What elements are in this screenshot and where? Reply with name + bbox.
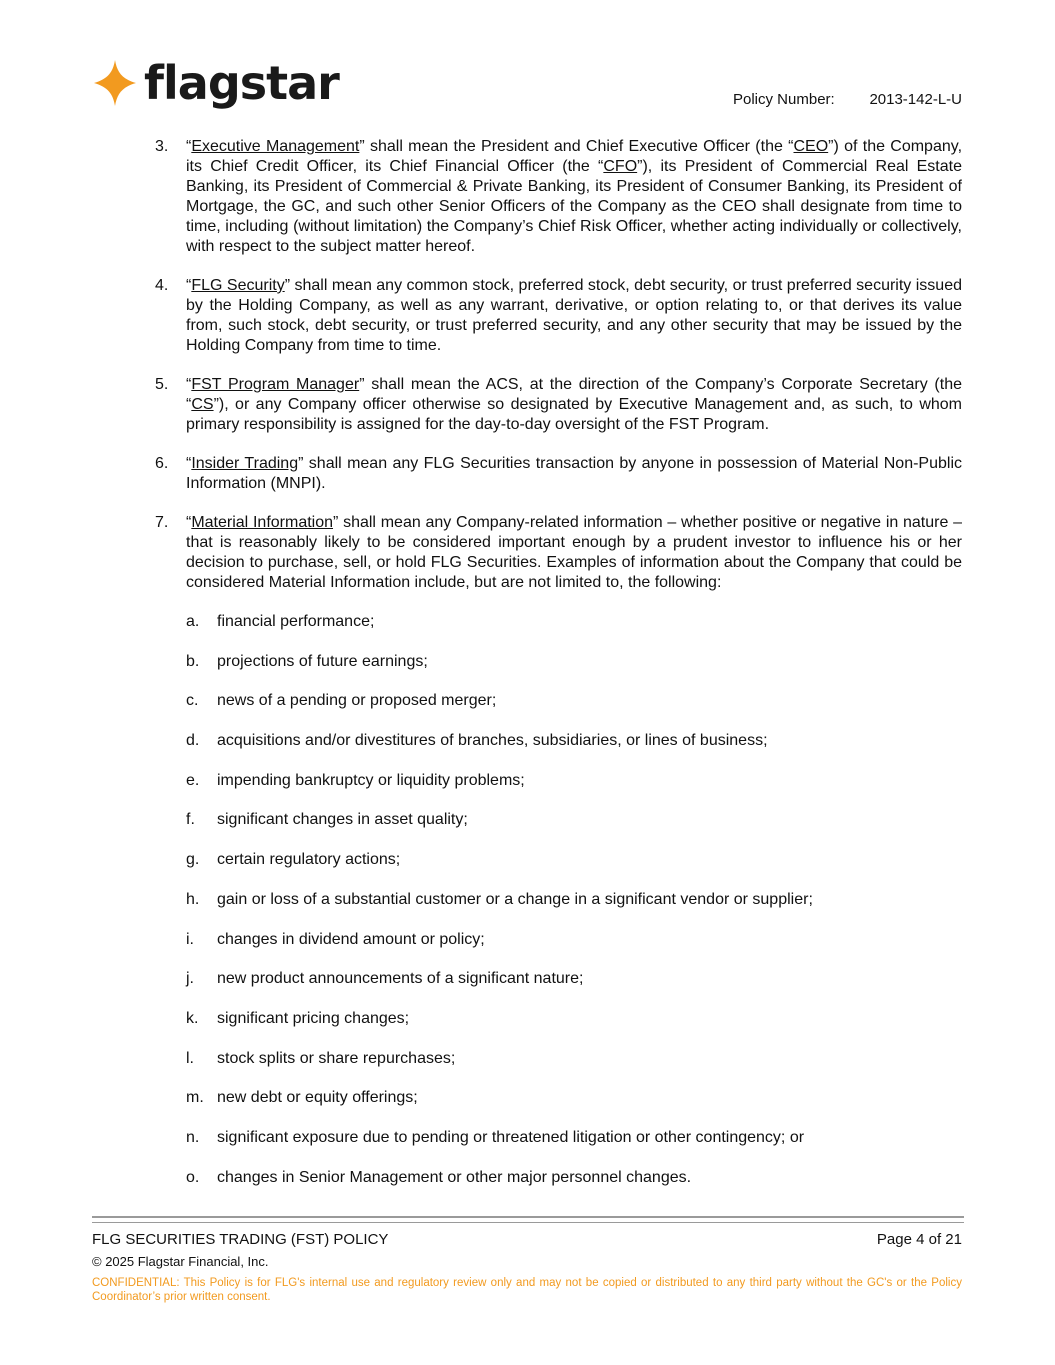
example-text: gain or loss of a substantial customer or a change in a significant vendor or supplier; [217, 890, 813, 908]
example-text: impending bankruptcy or liquidity problems; [217, 771, 525, 789]
example-text: significant exposure due to pending or threatened litigation or other contingency; or [217, 1128, 805, 1146]
brand-wordmark: flagstar [144, 56, 339, 110]
defined-abbreviation: CFO [603, 158, 638, 175]
definition-text: ” shall mean any FLG Securities transaction by anyone in possession of Material Non-Public Information (MNPI). [186, 455, 962, 492]
example-item [92, 1049, 962, 1069]
example-item [92, 890, 962, 910]
example-text: significant changes in asset quality; [217, 811, 468, 829]
example-item [92, 1168, 962, 1188]
definition-number: 6. [155, 455, 169, 472]
example-item [92, 1128, 962, 1148]
definition-text: ”), or any Company officer otherwise so designated by Executive Management and, as such, to whom primary responsibility is assigned for the day-to-day oversight of the FST Program. [186, 396, 962, 433]
example-letter: e. [186, 771, 200, 789]
example-letter: i. [186, 930, 194, 948]
example-text: changes in dividend amount or policy; [217, 930, 485, 948]
example-letter: b. [186, 652, 200, 670]
example-text: significant pricing changes; [217, 1009, 410, 1027]
flagstar-logo [92, 58, 339, 108]
example-letter: g. [186, 851, 200, 869]
example-letter: k. [186, 1009, 199, 1027]
example-text: certain regulatory actions; [217, 851, 401, 869]
definition-item: 7. “Material Information” shall mean any Company-related information – whether positive or negative in nature – that is reasonably likely to be considered important enough by a prudent investor to influence his or her decision to purchase, sell, or hold FLG Securities. Examples of information about the Company that could be considered Material Information include, but are not limited to, the following: [155, 514, 962, 591]
example-letter: d. [186, 732, 200, 750]
defined-abbreviation: CS [191, 396, 214, 413]
example-item [92, 930, 962, 950]
example-text: changes in Senior Management or other major personnel changes. [217, 1168, 692, 1186]
example-letter: c. [186, 692, 199, 710]
definition-text: ” shall mean the President and Chief Executive Officer (the “ [359, 138, 794, 155]
policy-number-label: Policy Number: [733, 91, 835, 108]
example-item [92, 810, 962, 830]
definition-number: 4. [155, 277, 169, 294]
example-item [92, 731, 962, 751]
definition-text: ”) of the Company, its Chief Credit Officer, its Chief Financial Officer (the “ [186, 138, 963, 175]
example-item [92, 652, 962, 672]
document-body [92, 137, 962, 1207]
page-number: Page 4 of 21 [876, 1231, 962, 1248]
example-text: news of a pending or proposed merger; [217, 692, 497, 710]
copyright-notice: © 2025 Flagstar Financial, Inc. [92, 1254, 269, 1269]
example-item [92, 969, 962, 989]
material-information-examples [92, 612, 962, 1188]
definition-text: ” shall mean any Company-related information – whether positive or negative in nature – that is reasonably likely to be considered important enough by a prudent investor to influence his or her decision to purchase, sell, or hold FLG Securities. Examples of information about the Company that could be considered Material Information include, but are not limited to, the following: [186, 514, 962, 591]
example-letter: j. [186, 970, 194, 988]
example-item [92, 771, 962, 791]
definitions-list [92, 137, 962, 593]
policy-number [733, 91, 962, 108]
definition-number: 7. [155, 514, 169, 531]
defined-term: Insider Trading [191, 455, 299, 472]
example-item [92, 612, 962, 632]
defined-abbreviation: CEO [793, 138, 829, 155]
definition-text: ”), its President of Commercial Real Estate Banking, its President of Commercial & Private Banking, its President of Consumer Banking, its President of Mortgage, the GC, and such other Senior Officers of the Company as the CEO shall designate from time to time, including (without limitation) the Company’s Chief Risk Officer, whether acting individually or collectively, with respect to the subject matter hereof. [186, 158, 962, 255]
example-text: new debt or equity offerings; [217, 1089, 418, 1107]
example-letter: a. [186, 613, 200, 630]
confidentiality-notice: CONFIDENTIAL: This Policy is for FLG's internal use and regulatory review only and may not be copied or distributed to any third party without the GC's or the Policy Coordinator’s prior written consent. [92, 1277, 962, 1303]
example-text: acquisitions and/or divestitures of branches, subsidiaries, or lines of business; [217, 732, 768, 750]
definition-item: 5. “FST Program Manager” shall mean the ACS, at the direction of the Company’s Corporate Secretary (the “CS”), or any Company officer otherwise so designated by Executive Management and, as such, to whom primary responsibility is assigned for the day-to-day oversight of the FST Program. [155, 376, 962, 433]
definition-item: 4. “FLG Security” shall mean any common stock, preferred stock, debt security, or trust preferred security issued by the Holding Company, as well as any warrant, derivative, or option relating to, or that derives its value from, such stock, debt security, or trust preferred security, and any other security that may be issued by the Holding Company from time to time. [155, 277, 962, 354]
policy-number-value: 2013-142-L-U [869, 91, 962, 108]
definition-text: ” shall mean the ACS, at the direction of the Company’s Corporate Secretary (the “ [186, 376, 962, 413]
example-text: projections of future earnings; [217, 652, 428, 670]
example-item [92, 1088, 962, 1108]
example-text: stock splits or share repurchases; [217, 1049, 456, 1067]
example-letter: o. [186, 1168, 200, 1186]
defined-term: Material Information [191, 514, 334, 531]
example-letter: h. [186, 890, 200, 908]
definition-number: 3. [155, 138, 169, 155]
flagstar-star-icon [92, 58, 138, 108]
definition-number: 5. [155, 376, 169, 393]
example-letter: l. [186, 1049, 194, 1067]
example-text: financial performance; [217, 613, 375, 630]
footer-divider [92, 1216, 964, 1223]
example-letter: n. [186, 1128, 200, 1146]
example-item [92, 691, 962, 711]
defined-term: FST Program Manager [191, 376, 360, 393]
example-item [92, 850, 962, 870]
definition-text: ” shall mean any common stock, preferred stock, debt security, or trust preferred security issued by the Holding Company, as well as any warrant, derivative, or option relating to, or that derives its value from, such stock, debt security, or trust preferred security, and any other security that may be issued by the Holding Company from time to time. [186, 277, 962, 354]
footer-document-title: FLG SECURITIES TRADING (FST) POLICY [92, 1231, 389, 1248]
definition-item: 6. “Insider Trading” shall mean any FLG Securities transaction by anyone in possession of Material Non-Public Information (MNPI). [155, 455, 962, 492]
example-letter: m. [186, 1089, 204, 1107]
example-text: new product announcements of a significant nature; [217, 970, 584, 988]
example-letter: f. [186, 811, 195, 829]
defined-term: FLG Security [191, 277, 285, 294]
example-item [92, 1009, 962, 1029]
defined-term: Executive Management [191, 138, 360, 155]
definition-item: 3. “Executive Management” shall mean the President and Chief Executive Officer (the “CEO”) of the Company, its Chief Credit Officer, its Chief Financial Officer (the “CFO”), its President of Commercial Real Estate Banking, its President of Commercial & Private Banking, its President of Consumer Banking, its President of Mortgage, the GC, and such other Senior Officers of the Company as the CEO shall designate from time to time, including (without limitation) the Company’s Chief Risk Officer, whether acting individually or collectively, with respect to the subject matter hereof. [155, 138, 963, 255]
